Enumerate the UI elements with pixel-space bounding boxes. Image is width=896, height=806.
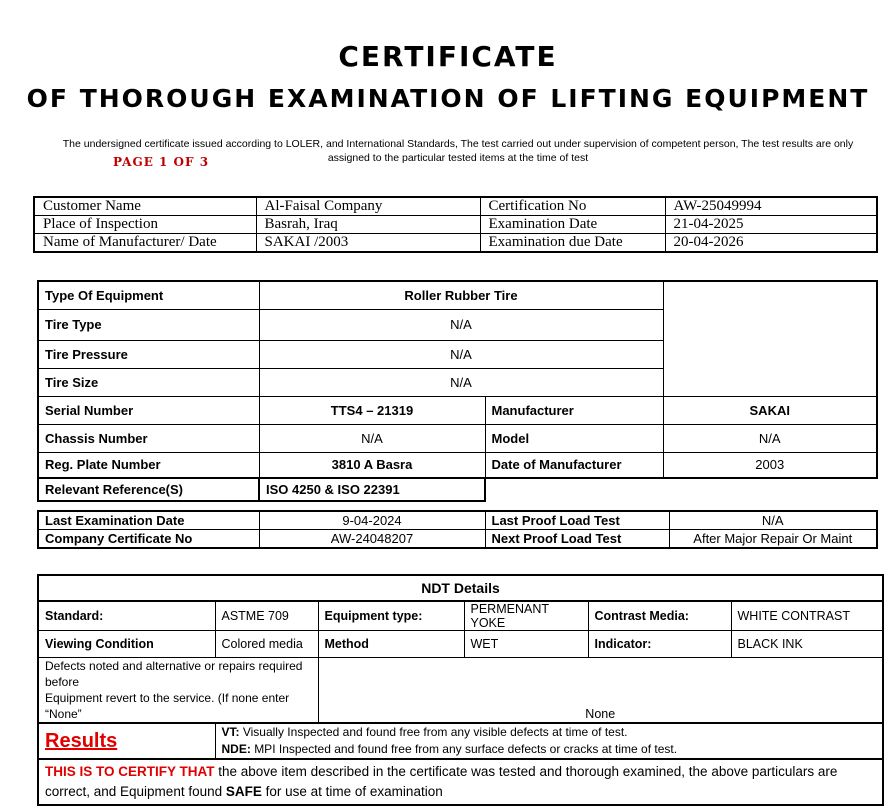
chassis-label: Chassis Number	[38, 424, 259, 452]
table-row	[38, 281, 877, 309]
cert-no-label: Certification No	[480, 197, 665, 216]
results-label: Results	[38, 723, 215, 759]
certify-text-2: for use at time of examination	[261, 784, 443, 799]
last-exam-label: Last Examination Date	[38, 511, 259, 530]
due-date-value: 20-04-2026	[665, 234, 877, 253]
table-row	[38, 511, 877, 530]
type-label: Type Of Equipment	[38, 281, 259, 309]
last-exam-value: 9-04-2024	[259, 511, 485, 530]
place-value: Basrah, Iraq	[256, 216, 480, 234]
last-proof-label: Last Proof Load Test	[485, 511, 669, 530]
reference-label: Relevant Reference(S)	[38, 478, 259, 501]
ndt-table	[37, 574, 884, 806]
exam-date-label: Examination Date	[480, 216, 665, 234]
next-proof-value: After Major Repair Or Maint	[669, 530, 877, 549]
customer-info-table	[33, 196, 878, 253]
table-row	[34, 234, 877, 253]
tire-pressure-value: N/A	[259, 340, 663, 368]
indicator-label: Indicator:	[588, 631, 731, 658]
table-row	[38, 631, 883, 658]
serial-label: Serial Number	[38, 396, 259, 424]
table-row	[38, 424, 877, 452]
results-text	[215, 723, 883, 759]
method-value: WET	[464, 631, 588, 658]
manufacturer-date-value: SAKAI /2003	[256, 234, 480, 253]
tire-size-label: Tire Size	[38, 368, 259, 396]
equip-type-label: Equipment type:	[318, 601, 464, 631]
table-row	[38, 658, 883, 724]
certify-red: THIS IS TO CERTIFY THAT	[45, 764, 215, 779]
history-table	[37, 510, 878, 549]
defects-label	[38, 658, 318, 724]
certificate-title: CERTIFICATE	[338, 40, 558, 73]
intro-line-2: assigned to the particular tested items at the time of test	[327, 152, 589, 164]
next-proof-label: Next Proof Load Test	[485, 530, 669, 549]
model-value: N/A	[663, 424, 877, 452]
equip-type-value: PERMENANT YOKE	[464, 601, 588, 631]
defects-line-2: Equipment revert to the service. (If none enter “None”	[45, 691, 290, 721]
nde-label: NDE:	[221, 742, 251, 756]
table-row	[38, 452, 877, 478]
place-label: Place of Inspection	[34, 216, 256, 234]
vt-line	[222, 724, 877, 741]
table-row	[38, 530, 877, 549]
customer-name-value: Al-Faisal Company	[256, 197, 480, 216]
exam-date-value: 21-04-2025	[665, 216, 877, 234]
viewing-label: Viewing Condition	[38, 631, 215, 658]
indicator-value: BLACK INK	[731, 631, 883, 658]
certificate-subtitle: OF THOROUGH EXAMINATION OF LIFTING EQUIPMENT	[26, 84, 870, 113]
tire-pressure-label: Tire Pressure	[38, 340, 259, 368]
date-mfr-value: 2003	[663, 452, 877, 478]
empty-cell	[485, 478, 877, 501]
defects-line-1: Defects noted and alternative or repairs required before	[45, 659, 303, 689]
ndt-heading: NDT Details	[38, 575, 883, 601]
certify-statement	[38, 759, 883, 805]
table-row	[38, 723, 883, 759]
contrast-label: Contrast Media:	[588, 601, 731, 631]
table-row	[38, 759, 883, 805]
table-row	[38, 575, 883, 601]
page-number: PAGE 1 OF 3	[113, 155, 210, 169]
empty-cell	[663, 281, 877, 396]
contrast-value: WHITE CONTRAST	[731, 601, 883, 631]
viewing-value: Colored media	[215, 631, 318, 658]
type-value: Roller Rubber Tire	[259, 281, 663, 309]
chassis-value: N/A	[259, 424, 485, 452]
reg-plate-label: Reg. Plate Number	[38, 452, 259, 478]
manufacturer-date-label: Name of Manufacturer/ Date	[34, 234, 256, 253]
nde-text: MPI Inspected and found free from any surface defects or cracks at time of test.	[254, 742, 678, 756]
table-row	[34, 216, 877, 234]
certify-text-1: the above item described in the certificate was tested and thorough examined, the above particulars are correct, and Equipment found	[45, 764, 838, 799]
due-date-label: Examination due Date	[480, 234, 665, 253]
table-row	[38, 478, 877, 501]
reference-value: ISO 4250 & ISO 22391	[259, 478, 485, 501]
method-label: Method	[318, 631, 464, 658]
standard-label: Standard:	[38, 601, 215, 631]
serial-value: TTS4 – 21319	[259, 396, 485, 424]
table-row	[38, 601, 883, 631]
manufacturer-label: Manufacturer	[485, 396, 663, 424]
company-cert-label: Company Certificate No	[38, 530, 259, 549]
last-proof-value: N/A	[669, 511, 877, 530]
certify-safe: SAFE	[225, 784, 262, 799]
standard-value: ASTME 709	[215, 601, 318, 631]
table-row	[34, 197, 877, 216]
customer-name-label: Customer Name	[34, 197, 256, 216]
defects-value: None	[318, 658, 883, 724]
vt-text: Visually Inspected and found free from any visible defects at time of test.	[242, 725, 628, 739]
nde-line	[222, 741, 877, 758]
tire-type-value: N/A	[259, 309, 663, 340]
tire-type-label: Tire Type	[38, 309, 259, 340]
model-label: Model	[485, 424, 663, 452]
company-cert-value: AW-24048207	[259, 530, 485, 549]
table-row	[38, 396, 877, 424]
manufacturer-value: SAKAI	[663, 396, 877, 424]
reg-plate-value: 3810 A Basra	[259, 452, 485, 478]
intro-line-1: The undersigned certificate issued according to LOLER, and International Standards, The test carried out under supervision of competent person, The test results are only	[62, 138, 854, 150]
equipment-table	[37, 280, 878, 502]
tire-size-value: N/A	[259, 368, 663, 396]
vt-label: VT:	[221, 725, 240, 739]
date-mfr-label: Date of Manufacturer	[485, 452, 663, 478]
cert-no-value: AW-25049994	[665, 197, 877, 216]
